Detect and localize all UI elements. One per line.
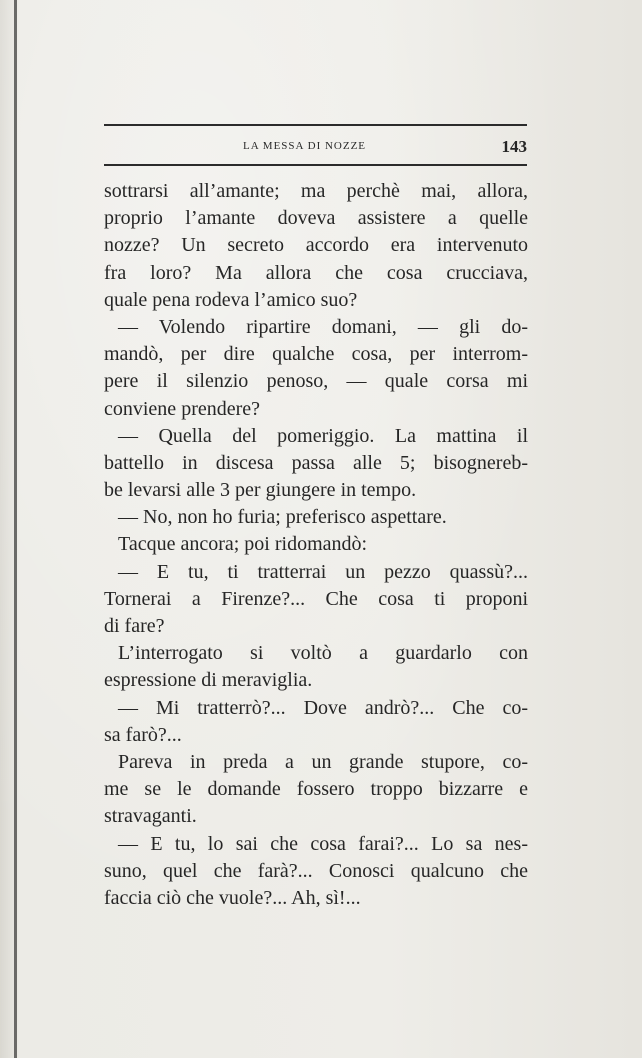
top-rule (104, 124, 527, 126)
page-number: 143 (501, 137, 527, 156)
text-line: Tornerai a Firenze?... Che cosa ti proponi (104, 587, 528, 610)
text-line: sottrarsi all’amante; ma perchè mai, allora, (104, 180, 528, 202)
text-line: — E tu, lo sai che cosa farai?... Lo sa nes- (118, 832, 528, 855)
text-line: — E tu, ti tratterrai un pezzo quassù?... (118, 560, 528, 583)
text-line: L’interrogato si voltò a guardarlo con (118, 642, 528, 665)
text-line: — Quella del pomeriggio. La mattina il (118, 424, 528, 447)
text-line: espressione di meraviglia. (104, 669, 313, 692)
text-line: quale pena rodeva l’amico suo? (104, 288, 358, 311)
binding-edge (14, 0, 17, 1058)
body-text (104, 178, 528, 912)
text-line: — Mi tratterrò?... Dove andrò?... Che co- (118, 696, 528, 719)
text-line: suno, quel che farà?... Conosci qualcuno che (104, 859, 528, 882)
text-line: mandò, per dire qualche cosa, per interrom- (104, 343, 528, 366)
text-line: faccia ciò che vuole?... Ah, sì!... (104, 886, 361, 909)
text-line: battello in discesa passa alle 5; bisognereb- (104, 451, 528, 474)
text-line: me se le domande fossero troppo bizzarre e (104, 778, 528, 801)
text-line: Tacque ancora; poi ridomandò: (118, 533, 368, 556)
running-title: LA MESSA DI NOZZE (243, 140, 367, 152)
text-line: conviene prendere? (104, 397, 261, 420)
text-line: pere il silenzio penoso, — quale corsa mi (104, 370, 528, 393)
text-line: fra loro? Ma allora che cosa crucciava, (104, 261, 528, 284)
text-line: sa farò?... (104, 723, 182, 746)
text-line: — No, non ho furia; preferisco aspettare. (118, 506, 447, 529)
text-line: Pareva in preda a un grande stupore, co- (118, 750, 528, 773)
text-line: nozze? Un secreto accordo era intervenuto (104, 234, 528, 257)
text-line: be levarsi alle 3 per giungere in tempo. (104, 479, 417, 502)
header-rule (104, 164, 527, 166)
text-line: — Volendo ripartire domani, — gli do- (118, 315, 528, 338)
text-line: di fare? (104, 615, 165, 637)
text-line: proprio l’amante doveva assistere a quelle (104, 207, 528, 230)
text-line: stravaganti. (104, 805, 197, 828)
